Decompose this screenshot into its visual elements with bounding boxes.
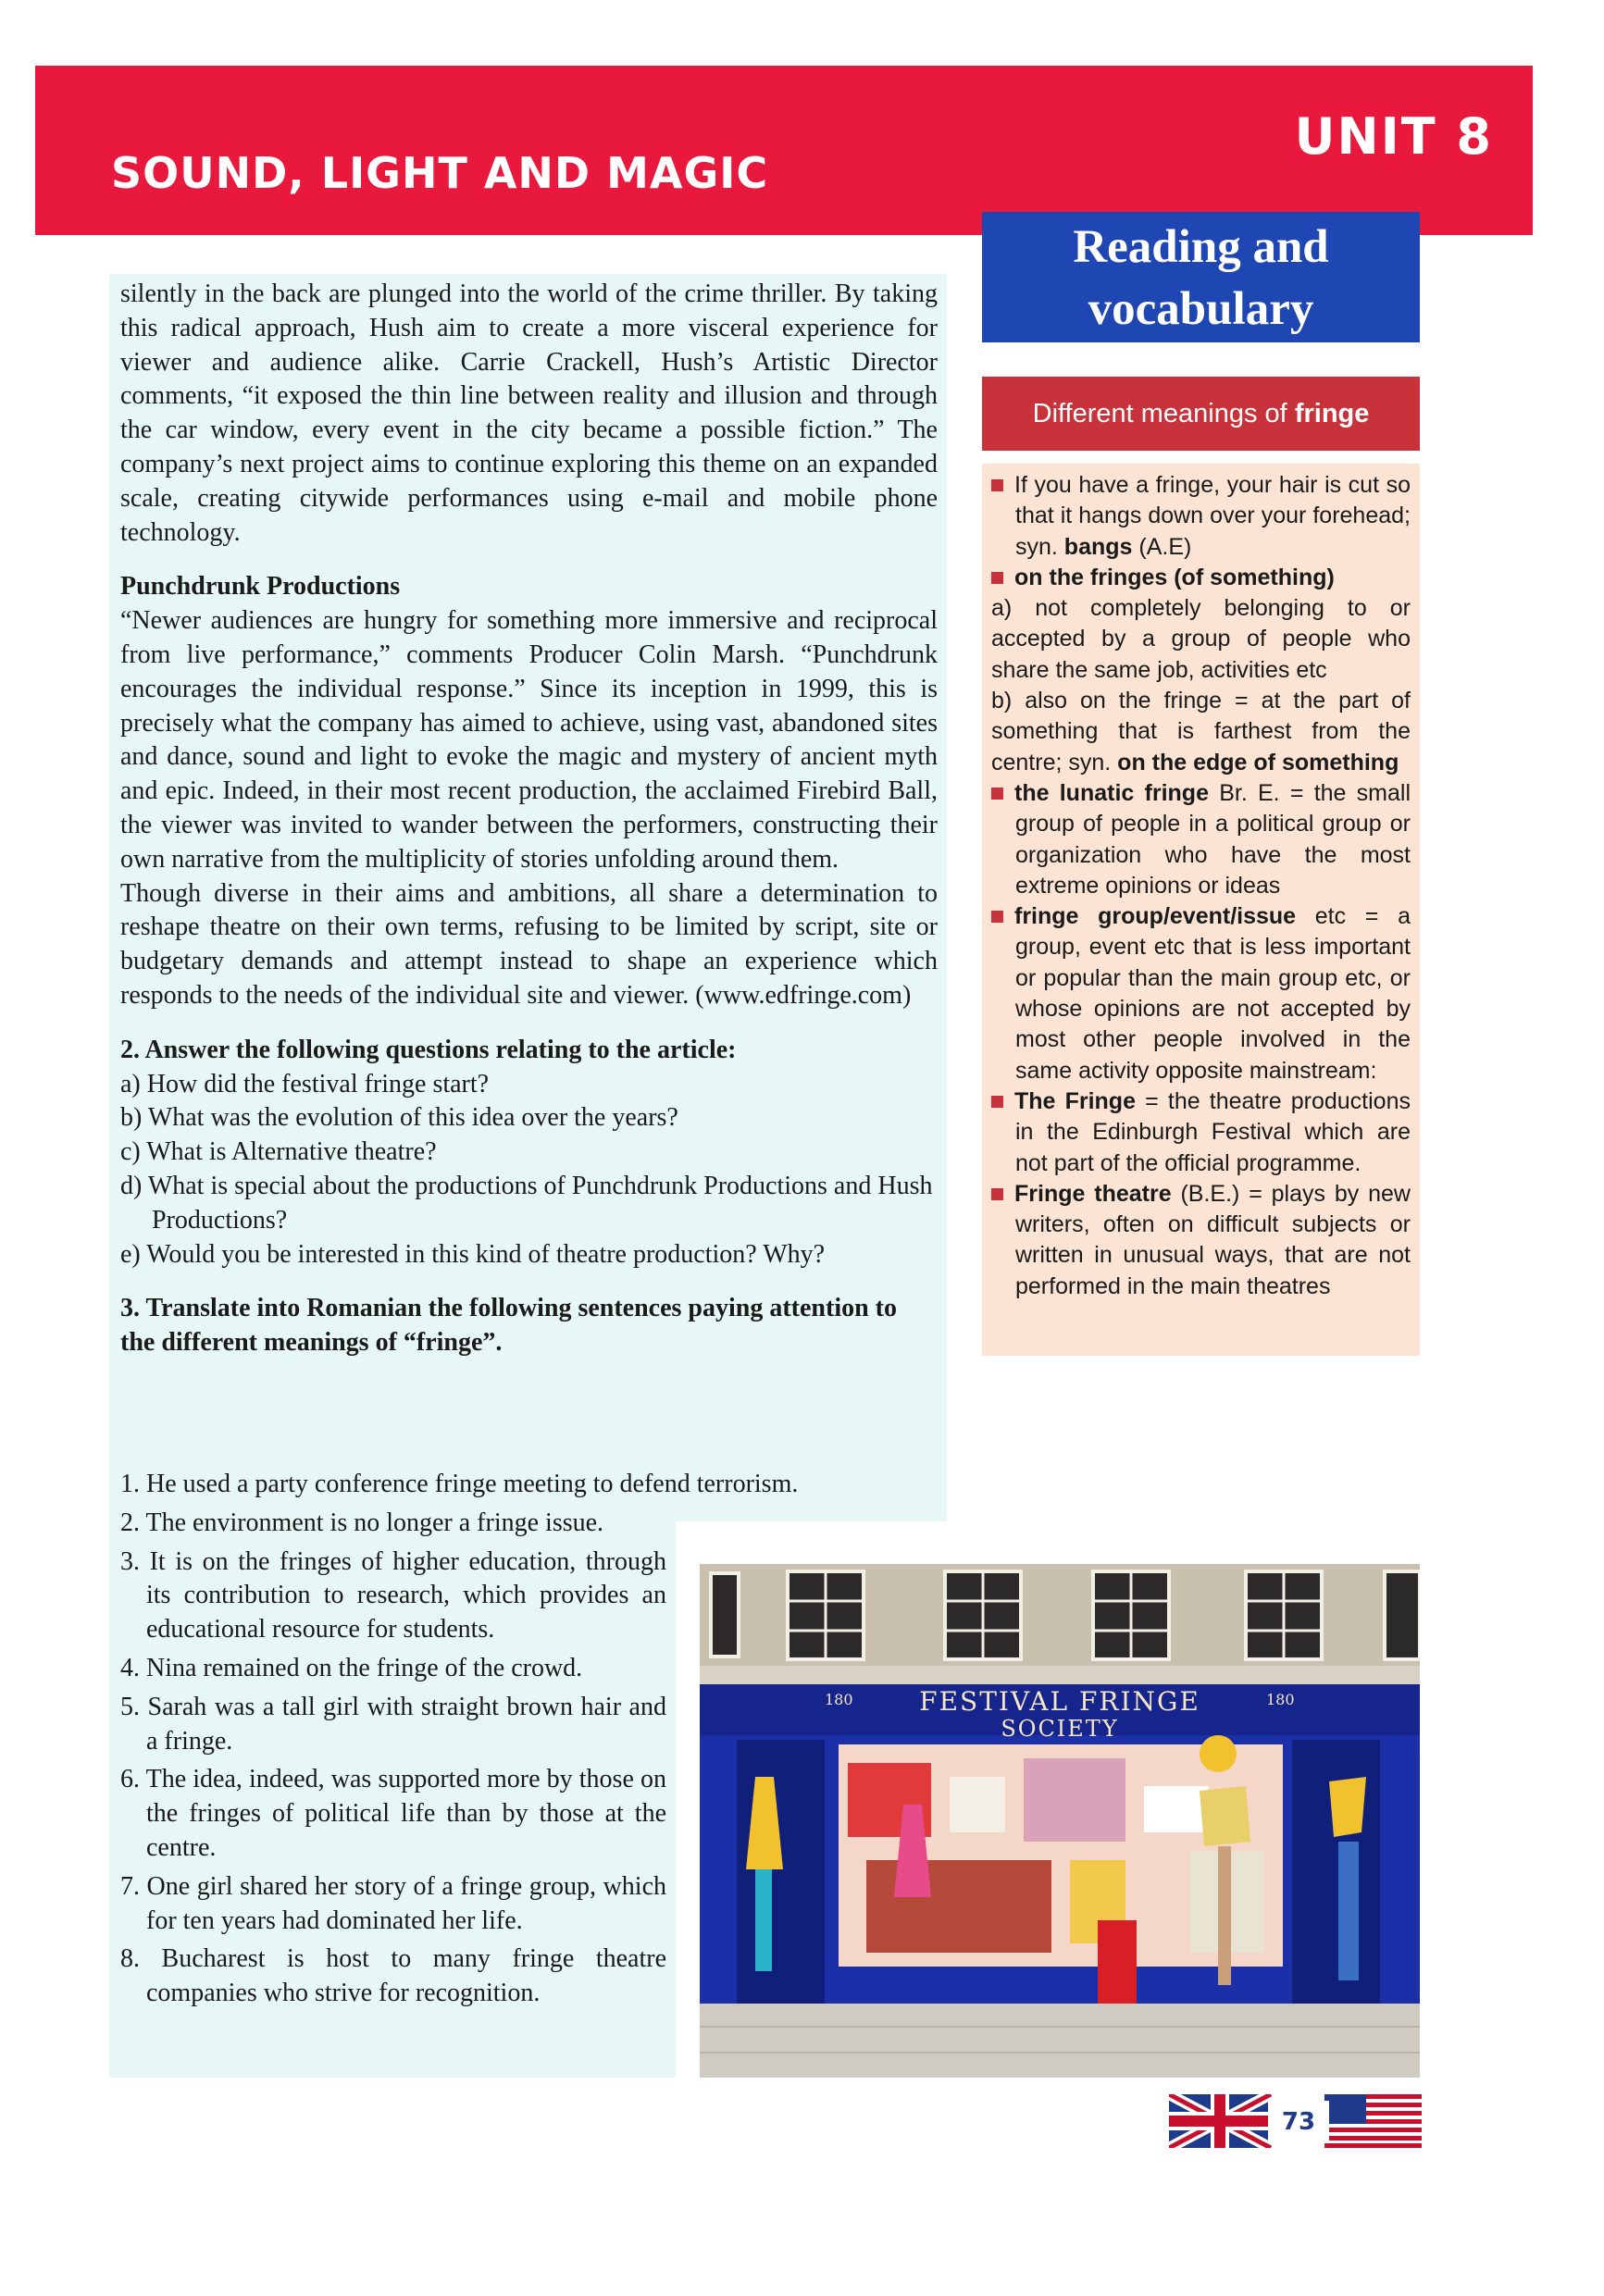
fringe-entry: on the fringes (of something)	[991, 563, 1411, 593]
section-label-line1: Reading and	[1073, 221, 1329, 273]
unit-subtitle: SOUND, LIGHT AND MAGIC	[111, 148, 769, 198]
shop-sign-line2: SOCIETY	[1001, 1716, 1119, 1742]
bullet-square-icon	[991, 479, 1003, 491]
sentence-item: 3. It is on the fringes of higher education, through its contribution to research, which provides an educational resource for students.	[120, 1546, 666, 1644]
fringe-entry: The Fringe = the theatre productions in the Edinburgh Festival which are not part of the official programme.	[991, 1086, 1411, 1179]
bullet-square-icon	[991, 1096, 1003, 1108]
bullet-square-icon	[991, 572, 1003, 584]
fringe-subentry: a) not completely belonging to or accepted by a group of people who share the same job, activities etc	[991, 595, 1411, 683]
sentence-item: 7. One girl shared her story of a fringe group, which for ten years had dominated her life.	[120, 1871, 666, 1935]
article-text	[120, 278, 938, 1360]
sentence-item: 8. Bucharest is host to many fringe theatre companies who strive for recognition.	[120, 1944, 666, 2008]
fringe-title-prefix: Different meanings of	[1032, 399, 1295, 428]
fringe-entry: Fringe theatre (B.E.) = plays by new writers, often on difficult subjects or written in unusual ways, that are not performed in the main theatres	[991, 1179, 1411, 1302]
exercise2-heading: 2. Answer the following questions relating to the article:	[120, 1035, 737, 1064]
unit-title: UNIT 8	[1294, 107, 1493, 166]
fringe-box-body	[982, 464, 1420, 1356]
section-label	[982, 212, 1420, 342]
bullet-square-icon	[991, 911, 1003, 923]
storefront-photo	[700, 1564, 1420, 2078]
article-paragraph: “Newer audiences are hungry for something more immersive and reciprocal from live performance,” comments Producer Colin Marsh. “Punchdrunk encourages the individual response.” Since its inception in 1999, this is precisely what the company has aimed to achieve, using vast, abandoned sites and dance, sound and light to evoke the magic and mystery of ancient myth and epic. Indeed, in their most recent production, the acclaimed Firebird Ball, the viewer was invited to wander between the performers, constructing their own narrative from the multiplicity of stories unfolding around them.	[120, 606, 938, 874]
bullet-square-icon	[991, 1188, 1003, 1200]
punchdrunk-heading: Punchdrunk Productions	[120, 572, 401, 602]
fringe-subentry: b) also on the fringe = at the part of something that is farthest from the centre; syn. on the edge of something	[991, 688, 1411, 776]
question-item: b) What was the evolution of this idea over the years?	[120, 1103, 678, 1133]
section-label-line2: vocabulary	[1088, 283, 1314, 335]
sentence-item: 6. The idea, indeed, was supported more by those on the fringes of political life than by those at the centre.	[120, 1765, 666, 1862]
article-paragraph: Though diverse in their aims and ambitions, all share a determination to reshape theatre on their own terms, refusing to be limited by script, site or budgetary demands and attempt instead to shape an experience which responds to the needs of the individual site and viewer. (www.edfringe.com)	[120, 878, 938, 1010]
article-paragraph: silently in the back are plunged into the world of the crime thriller. By taking this radical approach, Hush aim to create a more visceral experience for viewer and audience alike. Carrie Crackell, Hush’s Artistic Director comments, “it exposed the thin line between reality and illusion and through the car window, every event in the city became a possible fiction.” The company’s next project aims to continue exploring this theme on an expanded scale, creating citywide performances using e-mail and mobile phone technology.	[120, 279, 938, 547]
shop-number-right: 180	[1266, 1691, 1295, 1708]
sentence-item: 5. Sarah was a tall girl with straight brown hair and a fringe.	[120, 1692, 666, 1756]
fringe-title-word: fringe	[1294, 399, 1370, 428]
fringe-box-title	[982, 377, 1420, 451]
fringe-entry: If you have a fringe, your hair is cut so that it hangs down over your forehead; syn. bangs (A.E)	[991, 470, 1411, 563]
shop-sign-line1: FESTIVAL FRINGE	[919, 1686, 1200, 1717]
translation-list	[120, 1468, 799, 2016]
sentence-item: 2. The environment is no longer a fringe issue.	[120, 1508, 604, 1537]
sentence-item: 1. He used a party conference fringe meeting to defend terrorism.	[120, 1470, 799, 1498]
fringe-entry: the lunatic fringe Br. E. = the small group of people in a political group or organization who have the most extreme opinions or ideas	[991, 778, 1411, 901]
fringe-entry: fringe group/event/issue etc = a group, event etc that is less important or popular than the main group etc, or whose opinions are not accepted by most other people involved in the same activity opposite mainstream:	[991, 901, 1411, 1086]
bullet-square-icon	[991, 788, 1003, 800]
question-item: d) What is special about the productions of Punchdrunk Productions and Hush Productions?	[120, 1171, 933, 1235]
shop-number-left: 180	[825, 1691, 853, 1708]
question-item: e) Would you be interested in this kind of theatre production? Why?	[120, 1239, 826, 1269]
uk-flag-icon	[1169, 2094, 1271, 2148]
us-flag-icon	[1324, 2094, 1422, 2148]
question-item: a) How did the festival fringe start?	[120, 1069, 490, 1098]
exercise3-heading: 3. Translate into Romanian the following sentences paying attention to the different meanings of “fringe”.	[120, 1294, 897, 1358]
question-item: c) What is Alternative theatre?	[120, 1137, 437, 1167]
page-number: 73	[1268, 2101, 1329, 2143]
sentence-item: 4. Nina remained on the fringe of the crowd.	[120, 1653, 583, 1682]
